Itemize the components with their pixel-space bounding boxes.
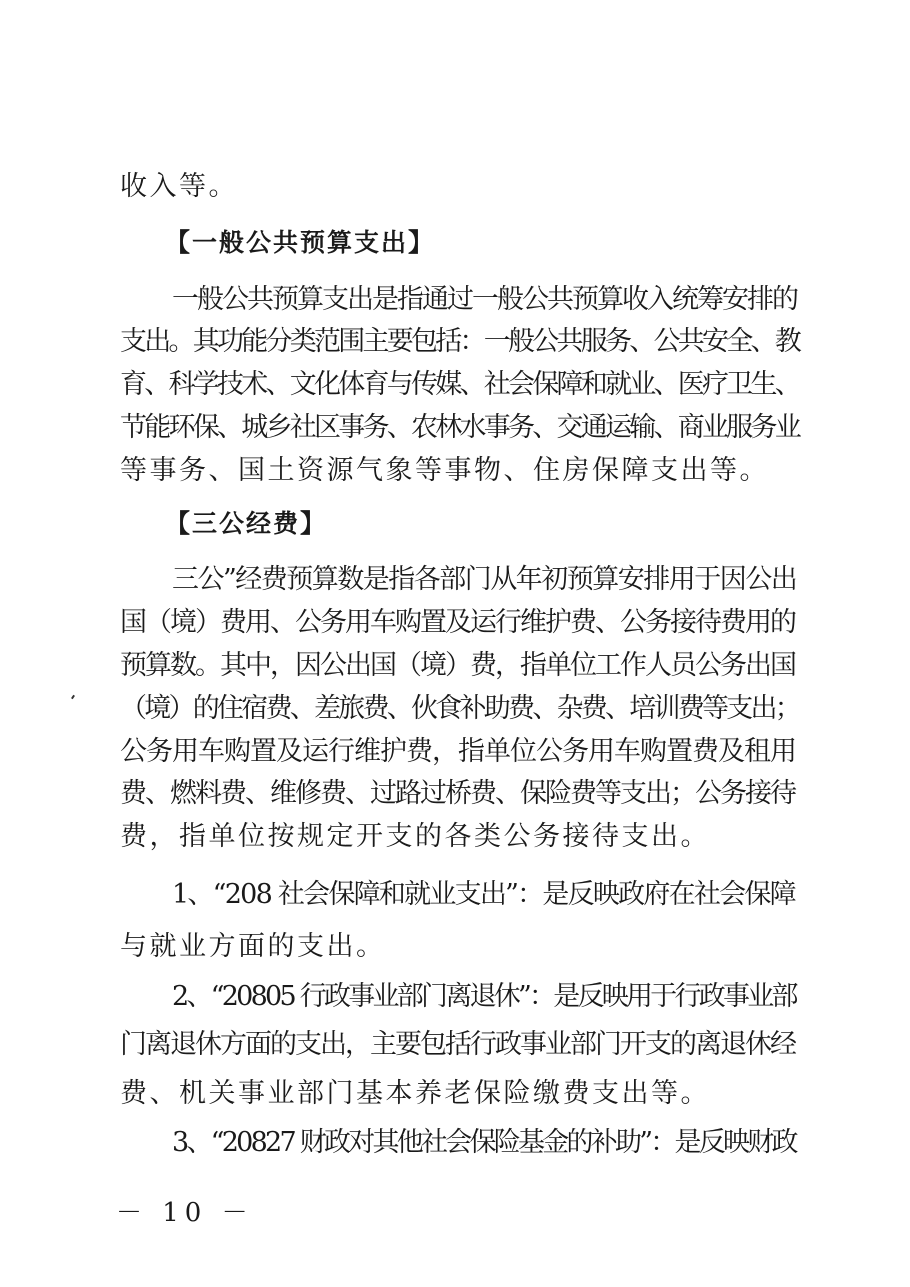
paragraph-line: 2、“20805 行政事业部门离退休”：是反映用于行政事业部 [172,981,796,1012]
paragraph-line: 费、机关事业部门基本养老保险缴费支出等。 [120,1078,710,1109]
paragraph-line: 费、燃料费、维修费、过路过桥费、保险费等支出；公务接待 [120,778,795,809]
paragraph-line: 公务用车购置及运行维护费，指单位公务用车购置费及租用 [120,736,796,767]
paragraph-line: 国（境）费用、公务用车购置及运行维护费、公务接待费用的 [120,607,795,638]
paragraph-line: 3、“20827 财政对其他社会保险基金的补助”：是反映财政 [172,1127,796,1158]
paragraph-line: 支出。其功能分类范围主要包括：一般公共服务、公共安全、教 [120,326,799,357]
paragraph-line: 收入等。 [120,171,238,202]
paragraph-line: 三公”经费预算数是指各部门从年初预算安排用于因公出 [172,564,797,595]
paragraph-line: 等事务、国土资源气象等事物、住房保障支出等。 [120,455,769,486]
paragraph-line: 费，指单位按规定开支的各类公务接待支出。 [120,821,710,852]
paragraph-line: 预算数。其中，因公出国（境）费，指单位工作人员公务出国 [120,650,795,681]
paragraph-line: （境）的住宿费、差旅费、伙食补助费、杂费、培训费等支出； [120,693,799,724]
paragraph-line: 节能环保、城乡社区事务、农林水事务、交通运输、商业服务业 [120,412,799,443]
section-heading-general-budget: 【一般公共预算支出】 [165,228,436,257]
paragraph-line: 与就业方面的支出。 [120,931,386,962]
paragraph-line: 1、“208 社会保障和就业支出”：是反映政府在社会保障 [172,879,795,910]
section-heading-three-public-expenses: 【三公经费】 [165,509,328,538]
scan-speck [71,695,75,699]
paragraph-line: 一般公共预算支出是指通过一般公共预算收入统筹安排的 [172,284,797,315]
page-number: － 10 － [116,1198,254,1228]
paragraph-line: 门离退休方面的支出，主要包括行政事业部门开支的离退休经 [120,1029,795,1060]
paragraph-line: 育、科学技术、文化体育与传媒、社会保障和就业、医疗卫生、 [120,369,799,400]
